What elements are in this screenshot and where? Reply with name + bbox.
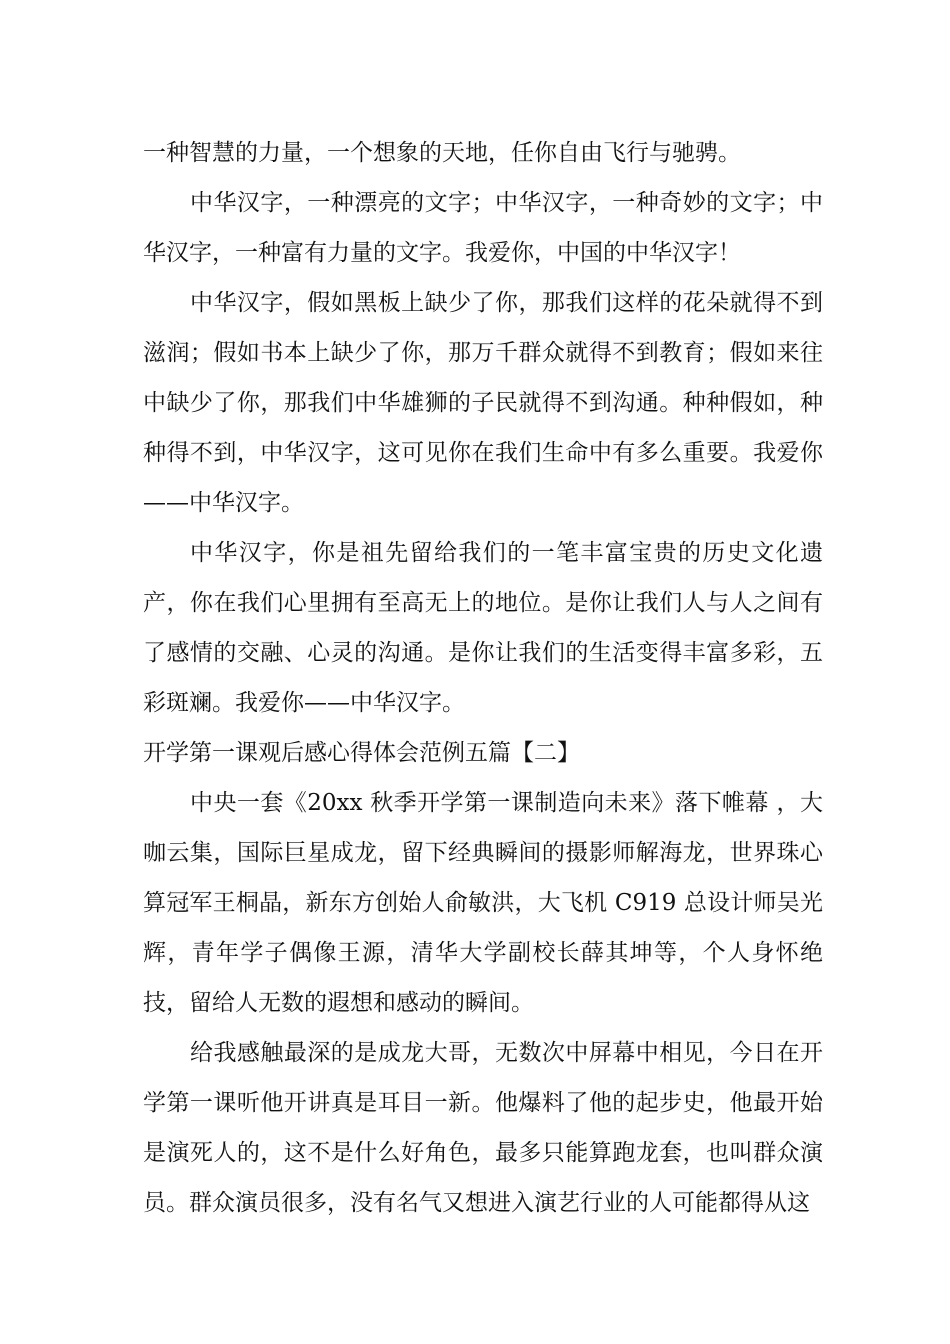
paragraph: 给我感触最深的是成龙大哥，无数次中屏幕中相见，今日在开学第一课听他开讲真是耳目一新。他爆料了他的起步史，他最开始是演死人的，这不是什么好角色，最多只能算跑龙套，也叫群众演员。群众演员很多，没有名气又想进入演艺行业的人可能都得从这 <box>143 1040 823 1216</box>
paragraph: 中华汉字，假如黑板上缺少了你，那我们这样的花朵就得不到滋润；假如书本上缺少了你，那万千群众就得不到教育；假如来往中缺少了你，那我们中华雄狮的子民就得不到沟通。种种假如，种种得不到，中华汉字，这可见你在我们生命中有多么重要。我爱你——中华汉字。 <box>143 290 823 516</box>
paragraph: 中央一套《20xx 秋季开学第一课制造向未来》落下帷幕 ，大咖云集，国际巨星成龙，留下经典瞬间的摄影师解海龙，世界珠心算冠军王桐晶，新东方创始人俞敏洪，大飞机 C919 总设计师吴光辉，青年学子偶像王源，清华大学副校长薛其坤等，个人身怀绝技，留给人无数的遐想和感动的瞬间。 <box>143 790 823 1016</box>
paragraph-continuation: 一种智慧的力量，一个想象的天地，任你自由飞行与驰骋。 <box>143 140 741 166</box>
paragraph: 中华汉字，一种漂亮的文字；中华汉字，一种奇妙的文字；中华汉字，一种富有力量的文字。我爱你，中国的中华汉字！ <box>143 190 823 266</box>
paragraph: 中华汉字，你是祖先留给我们的一笔丰富宝贵的历史文化遗产，你在我们心里拥有至高无上的地位。是你让我们人与人之间有了感情的交融、心灵的沟通。是你让我们的生活变得丰富多彩，五彩斑斓。我爱你——中华汉字。 <box>143 540 823 716</box>
section-heading: 开学第一课观后感心得体会范例五篇【二】 <box>143 740 580 766</box>
document-body <box>143 128 823 1228</box>
